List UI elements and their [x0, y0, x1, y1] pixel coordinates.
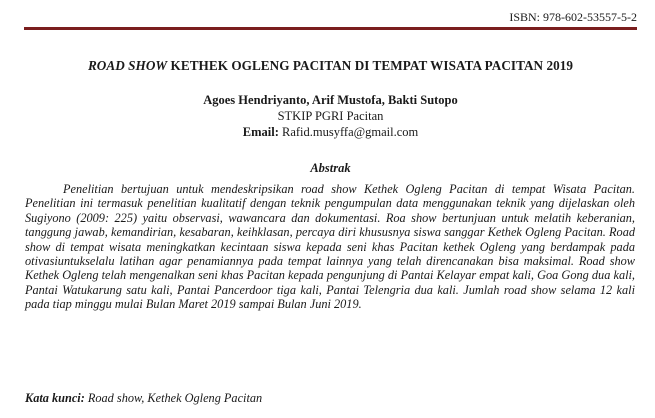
affiliation: STKIP PGRI Pacitan — [277, 109, 384, 123]
paper-title — [24, 58, 637, 74]
authors: Agoes Hendriyanto, Arif Mustofa, Bakti Sutopo — [203, 93, 458, 107]
email-label: Email: — [242, 125, 279, 139]
abstract-body: Penelitian bertujuan untuk mendeskripsikan road show Kethek Ogleng Pacitan di tempat Wisata Pacitan. Penelitian ini termasuk penelitian kualitatif dengan teknik pengumpulan data menggunakan teknik yang dijelaskan oleh Sugiyono (2009: 225) yaitu observasi, wawancara dan dokumentasi. Roa show bertunjuan untuk melatih keberanian, tanggung jawab, kemandirian, kesabaran, keihklasan, percaya diri khususnya siswa sanggar Kethek Ogleng Pacitan. Road show di tempat wisata meningkatkan kecintaan siswa kepada seni khas Pacitan kethek Ogleng yang berdampak pada otivasiuntukselalu latihan agar penamiannya pada tempat lainnya yang telah direncanakan bisa maksimal. Road show Kethek Ogleng telah mengenalkan seni khas Pacitan kepada pengunjung di Pantai Kelayar empat kali, Goa Gong dua kali, Pantai Watukarung satu kali, Pantai Pancerdoor tiga kali, Pantai Telengria dua kali. Jumlah road show selama 12 kali pada tiap minggu mulai Bulan Maret 2019 sampai Bulan Juni 2019. — [25, 182, 635, 312]
abstract-heading: Abstrak — [310, 161, 351, 175]
email-line — [24, 125, 637, 140]
title-rest: KETHEK OGLENG PACITAN DI TEMPAT WISATA PACITAN 2019 — [167, 58, 574, 73]
keywords-text: Road show, Kethek Ogleng Pacitan — [84, 391, 263, 405]
email-address: Rafid.musyffa@gmail.com — [278, 125, 419, 139]
header-rule — [24, 27, 637, 30]
title-italic-part: ROAD SHOW — [87, 58, 168, 73]
keywords-label: Kata kunci: — [25, 391, 85, 405]
keywords-line — [25, 391, 262, 406]
isbn-header: ISBN: 978-602-53557-5-2 — [509, 10, 637, 24]
